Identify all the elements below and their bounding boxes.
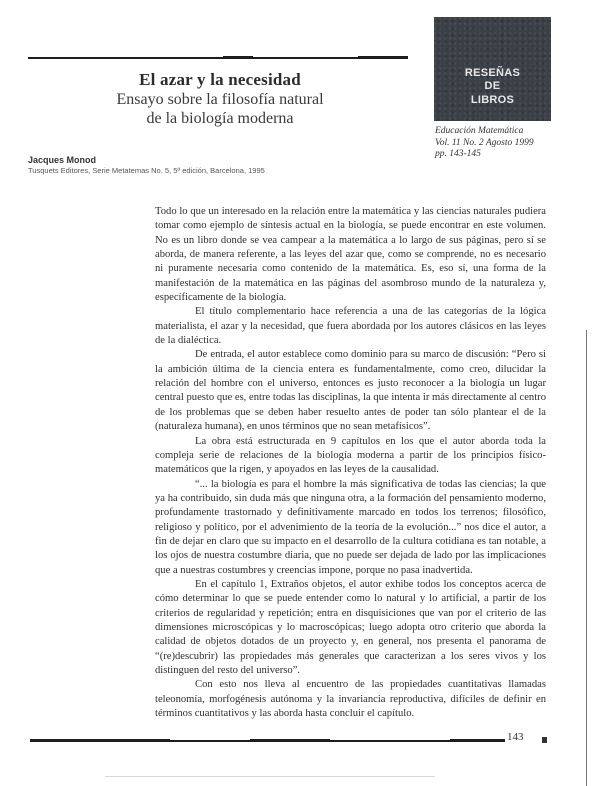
journal-issue: Vol. 11 No. 2 Agosto 1999 — [435, 137, 534, 148]
header-rule-segment — [358, 56, 408, 59]
section-label-box — [434, 17, 551, 121]
paragraph: Con esto nos lleva al encuentro de las propiedades cuantitativas llamadas teleonomía, morfogénesis autónoma y la invariancia reproductiva, difíciles de definir en términos cuantitativos y las aborda hasta concluir el capítulo. — [155, 679, 546, 720]
header-rule-segment — [223, 56, 253, 59]
book-citation: Tusquets Editores, Serie Metatemas No. 5, 5ª edición, Barcelona, 1995 — [28, 166, 265, 175]
paragraph: La obra está estructurada en 9 capítulos en los que el autor aborda toda la compleja serie de relaciones de la biología moderna a partir de los principios físico-matemáticos que la rigen, y apoyados en las leyes de la causalidad. — [155, 435, 546, 476]
page-number: 143 — [507, 731, 524, 743]
footer-rule-gap — [170, 739, 250, 740]
paragraph: En el capítulo 1, Extraños objetos, el autor exhibe todos los conceptos acerca de cómo determinar lo que se puede entender como lo natural y lo artificial, a partir de los criterios de regularidad y repetición; entra en disquisiciones que van por el criterio de las dimensiones microscópicas y lo macroscópicas; luego adopta otro criterio que aborda la calidad de objetos dotados de un proyecto y, en general, nos presenta el panorama de “(re)descubrir) las propiedades más generales que caracterizan a los seres vivos y los distinguen del resto del universo”. — [155, 578, 546, 676]
book-subtitle-line2: de la biología moderna — [146, 110, 294, 127]
scan-edge-line — [586, 330, 587, 786]
header-rule — [28, 57, 408, 59]
journal-pages: pp. 143-145 — [435, 149, 481, 159]
review-body — [155, 205, 546, 721]
book-subtitle-line1: Ensayo sobre la filosofía natural — [116, 91, 324, 108]
book-title: El azar y la necesidad — [139, 70, 301, 89]
section-label-line3: LIBROS — [470, 93, 515, 106]
footer-rule-gap — [330, 739, 450, 740]
scan-artifact-rule — [105, 776, 435, 777]
page-marker-square-icon — [542, 737, 547, 743]
paragraph: De entrada, el autor establece como dominio para su marco de discusión: “Pero si la ambición última de la ciencia entera es fundamentalmente, como creo, dilucidar la relación del hombre con el universo, entonces es justo reconocer a la biología un lugar central puesto que es, entre todas las disciplinas, la que intenta ir más directamente al centro de los problemas que se deben haber resuelto antes de poder tan sólo plantear el de la (naturaleza humana), en unos términos que no sean metafísicos”. — [155, 349, 546, 433]
section-label-line2: DE — [484, 80, 501, 92]
paragraph: El título complementario hace referencia a una de las categorías de la lógica materialista, el azar y la necesidad, que fuera abordada por los autores clásicos en las leyes de la dialéctica. — [155, 306, 546, 347]
book-author: Jacques Monod — [28, 155, 97, 165]
journal-info — [435, 126, 534, 161]
section-label-line1: RESEÑAS — [464, 66, 521, 79]
journal-name: Educación Matemática — [435, 126, 524, 136]
title-block — [40, 70, 400, 128]
paragraph: Todo lo que un interesado en la relación entre la matemática y las ciencias naturales pudiera tomar como ejemplo de síntesis actual en la biología, se puede encontrar en este volumen. No es un libro donde se vea campear a la matemática a lo largo de sus páginas, pero sí se aborda, de manera referente, a las leyes del azar que, como se comprende, no es necesario ni puramente necesaria como contenido de la matemática. Es, eso sí, una forma de la manifestación de la matemática en las páginas del asombroso mundo de la naturaleza y, específicamente de la biología. — [155, 206, 546, 304]
footer-rule — [30, 739, 505, 742]
paragraph: “... la biología es para el hombre la más significativa de todas las ciencias; la que ya ha contribuido, sin duda más que ninguna otra, a la formación del pensamiento moderno, profundamente trastornado y definitivamente marcado en todos los terrenos; filosófico, religioso y político, por el advenimiento de la teoría de la evolución...” nos dice el autor, a fin de dejar en claro que su impacto en el desarrollo de la cultura cotidiana es tan notable, a los ojos de nuestra costumbre diaria, que no puede ser dejada de lado por las implicaciones que a nuestras costumbres y creencias impone, porque no pasa inadvertida. — [155, 478, 546, 576]
